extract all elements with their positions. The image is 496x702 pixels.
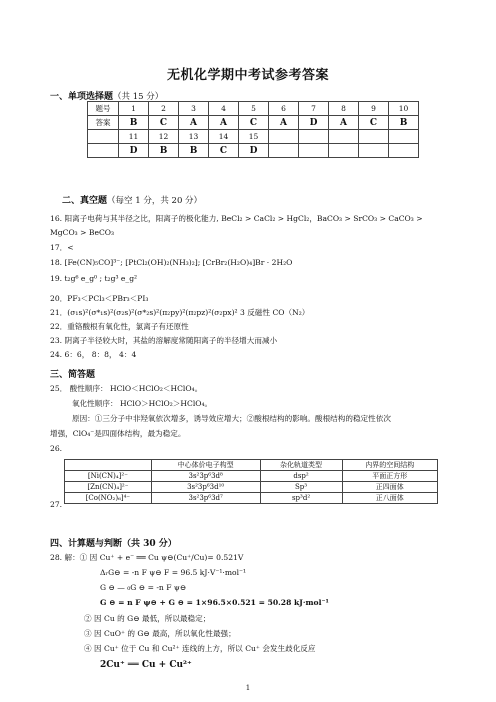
complex-config-table (64, 459, 438, 504)
empty-cell (359, 130, 389, 144)
answer-cell: D (119, 144, 149, 158)
answer-cell: B (389, 116, 419, 130)
answer-cell: C (239, 116, 269, 130)
question-number: 12 (149, 130, 179, 144)
page-number: 1 (245, 684, 251, 692)
answer-cell: D (299, 116, 329, 130)
empty-cell (389, 144, 419, 158)
table-header-row (65, 460, 438, 471)
answer-cell: C (209, 144, 239, 158)
disproportionation-equation: 2Cu⁺ ══ Cu + Cu²⁺ (100, 660, 192, 670)
empty-cell (299, 144, 329, 158)
calc-line-4: ④ 因 Cu⁺ 位于 Cu 和 Cu²⁺ 连线的上方，所以 Cu⁺ 会发生歧化反应 (84, 644, 316, 653)
empty-cell (88, 130, 119, 144)
answer-cell: A (269, 116, 299, 130)
answer-line-18: 18. [Fe(CN)₅CO]³⁻; [PtCl₂(OH)₂(NH₃)₂]; [CrBr₂(H₂O)₄]Br · 2H₂O (50, 258, 293, 267)
question-number: 8 (329, 102, 359, 116)
empty-cell (299, 130, 329, 144)
answer-line-25-reason-cont: 增强，ClO₄⁻是四面体结构，最为稳定。 (50, 429, 186, 438)
answer-label: 答案 (88, 116, 119, 130)
section-4-heading: 四、计算题与判断（共 30 分） (50, 539, 177, 549)
table-cell: dsp² (260, 471, 342, 482)
question-number: 3 (179, 102, 209, 116)
question-number: 7 (299, 102, 329, 116)
answer-table-row (88, 116, 419, 130)
empty-cell (329, 144, 359, 158)
answer-cell: A (329, 116, 359, 130)
empty-cell (389, 130, 419, 144)
question-number-label: 题号 (88, 102, 119, 116)
answer-table-row (88, 102, 419, 116)
answer-line-20: 20．PF₃＜PCl₃＜PBr₃＜PI₃ (50, 294, 149, 303)
section-1-title: 一、单项选择题 (50, 92, 114, 102)
answer-line-22: 22．重铬酸根有氧化性，氯离子有还原性 (50, 322, 189, 331)
table-cell: 正四面体 (342, 482, 437, 493)
answer-cell: C (149, 116, 179, 130)
table-header: 中心体价电子构型 (151, 460, 260, 471)
answer-line-19: 19. t₂g⁶ e_g⁰ ; t₂g³ e_g² (50, 274, 138, 283)
answer-cell: A (179, 116, 209, 130)
answer-cell: D (239, 144, 269, 158)
answer-line-23: 23. 阴离子半径较大时，其盐的溶解度常随阳离子的半径增大而减小 (50, 336, 278, 345)
question-number: 14 (209, 130, 239, 144)
answer-line-25-reason: 原因：①三分子中非羟氧依次增多，诱导效应增大；②酸根结构的影响。酸根结构的稳定性依次 (72, 414, 391, 423)
empty-cell (329, 130, 359, 144)
table-cell: [Co(NO₂)₆]⁴⁻ (65, 493, 152, 504)
empty-cell (269, 130, 299, 144)
answer-line-26: 26. (50, 444, 63, 453)
question-number: 9 (359, 102, 389, 116)
section-2-note: （每空 1 分，共 20 分） (107, 196, 203, 206)
answer-line-16-cont: MgCO₃ > BeCO₃ (50, 228, 115, 237)
question-number: 1 (119, 102, 149, 116)
question-number: 10 (389, 102, 419, 116)
answer-line-24: 24. 6：6， 8：8， 4：4 (50, 350, 137, 359)
calc-line-2: ② 因 Cu 的 G⊖ 最低，所以最稳定； (84, 614, 211, 623)
answer-cell: A (209, 116, 239, 130)
answer-table-row (88, 130, 419, 144)
table-cell: 3s²3p⁶3d⁸ (151, 471, 260, 482)
answer-table-row (88, 144, 419, 158)
table-cell: 正八面体 (342, 493, 437, 504)
answer-line-17: 17．< (50, 243, 74, 252)
question-number: 11 (119, 130, 149, 144)
table-cell: 3s²3p⁶3d¹⁰ (151, 482, 260, 493)
section-2-heading (62, 193, 202, 206)
answer-line-27: 27. (50, 500, 63, 509)
table-row (65, 471, 438, 482)
section-1-note: （共 15 分） (113, 92, 164, 102)
answer-cell: C (359, 116, 389, 130)
section-2-title: 二、真空题 (62, 196, 108, 206)
table-header: 杂化轨道类型 (260, 460, 342, 471)
answer-cell: B (179, 144, 209, 158)
calc-line-3: ③ 因 CuO⁺ 的 G⊖ 最高，所以氧化性最强； (84, 629, 236, 638)
section-3-heading: 三、简答题 (50, 370, 96, 380)
question-number: 2 (149, 102, 179, 116)
table-cell: [Ni(CN)₄]²⁻ (65, 471, 152, 482)
table-row (65, 493, 438, 504)
question-number: 6 (269, 102, 299, 116)
answer-line-25: 25． 酸性顺序： HClO＜HClO₂＜HClO₄。 (50, 384, 203, 393)
calc-line-delta-g: ΔᵣG⊖ = -n F ψ⊖ F = 96.5 kJ·V⁻¹·mol⁻¹ (100, 568, 247, 577)
table-header (65, 460, 152, 471)
table-cell: [Zn(CN)₄]²⁻ (65, 482, 152, 493)
table-row (65, 482, 438, 493)
answer-table (87, 101, 419, 158)
answer-line-16: 16. 阳离子电荷与其半径之比，阳离子的极化能力, BeCl₂ > CaCl₂ > HgCl₂，BaCO₃ > SrCO₃ > CaCO₃ > (50, 214, 423, 223)
table-cell: 3s²3p⁶3d⁷ (151, 493, 260, 504)
question-number: 13 (179, 130, 209, 144)
table-cell: sp³d² (260, 493, 342, 504)
answer-cell: B (119, 116, 149, 130)
empty-cell (88, 144, 119, 158)
page-title: 无机化学期中考试参考答案 (166, 68, 329, 83)
calc-line-28: 28. 解：① 因 Cu⁺ + e⁻ ══ Cu ψ⊖(Cu⁺/Cu)= 0.521V (50, 553, 244, 562)
question-number: 4 (209, 102, 239, 116)
question-number: 5 (239, 102, 269, 116)
table-cell: Sp³ (260, 482, 342, 493)
table-cell: 平面正方形 (342, 471, 437, 482)
answer-cell: B (149, 144, 179, 158)
answer-line-21: 21．(σ₁s)²(σ*₁s)²(σ₂s)²(σ*₂s)²(π₂py)²(π₂pz)²(σ₂px)² 3 反磁性 CO（N₂） (50, 308, 310, 317)
calc-line-g-diff: G ⊖ — ₀G ⊖ = -n F ψ⊖ (100, 583, 187, 592)
question-number: 15 (239, 130, 269, 144)
empty-cell (359, 144, 389, 158)
empty-cell (269, 144, 299, 158)
calc-line-g-value: G ⊖ = n F ψ⊖ + G ⊖ = 1×96.5×0.521 = 50.28 kJ·mol⁻¹ (100, 598, 329, 607)
answer-line-25-oxidation: 氧化性顺序： HClO＞HClO₂＞HClO₄。 (72, 399, 213, 408)
table-header: 内界的空间结构 (342, 460, 437, 471)
